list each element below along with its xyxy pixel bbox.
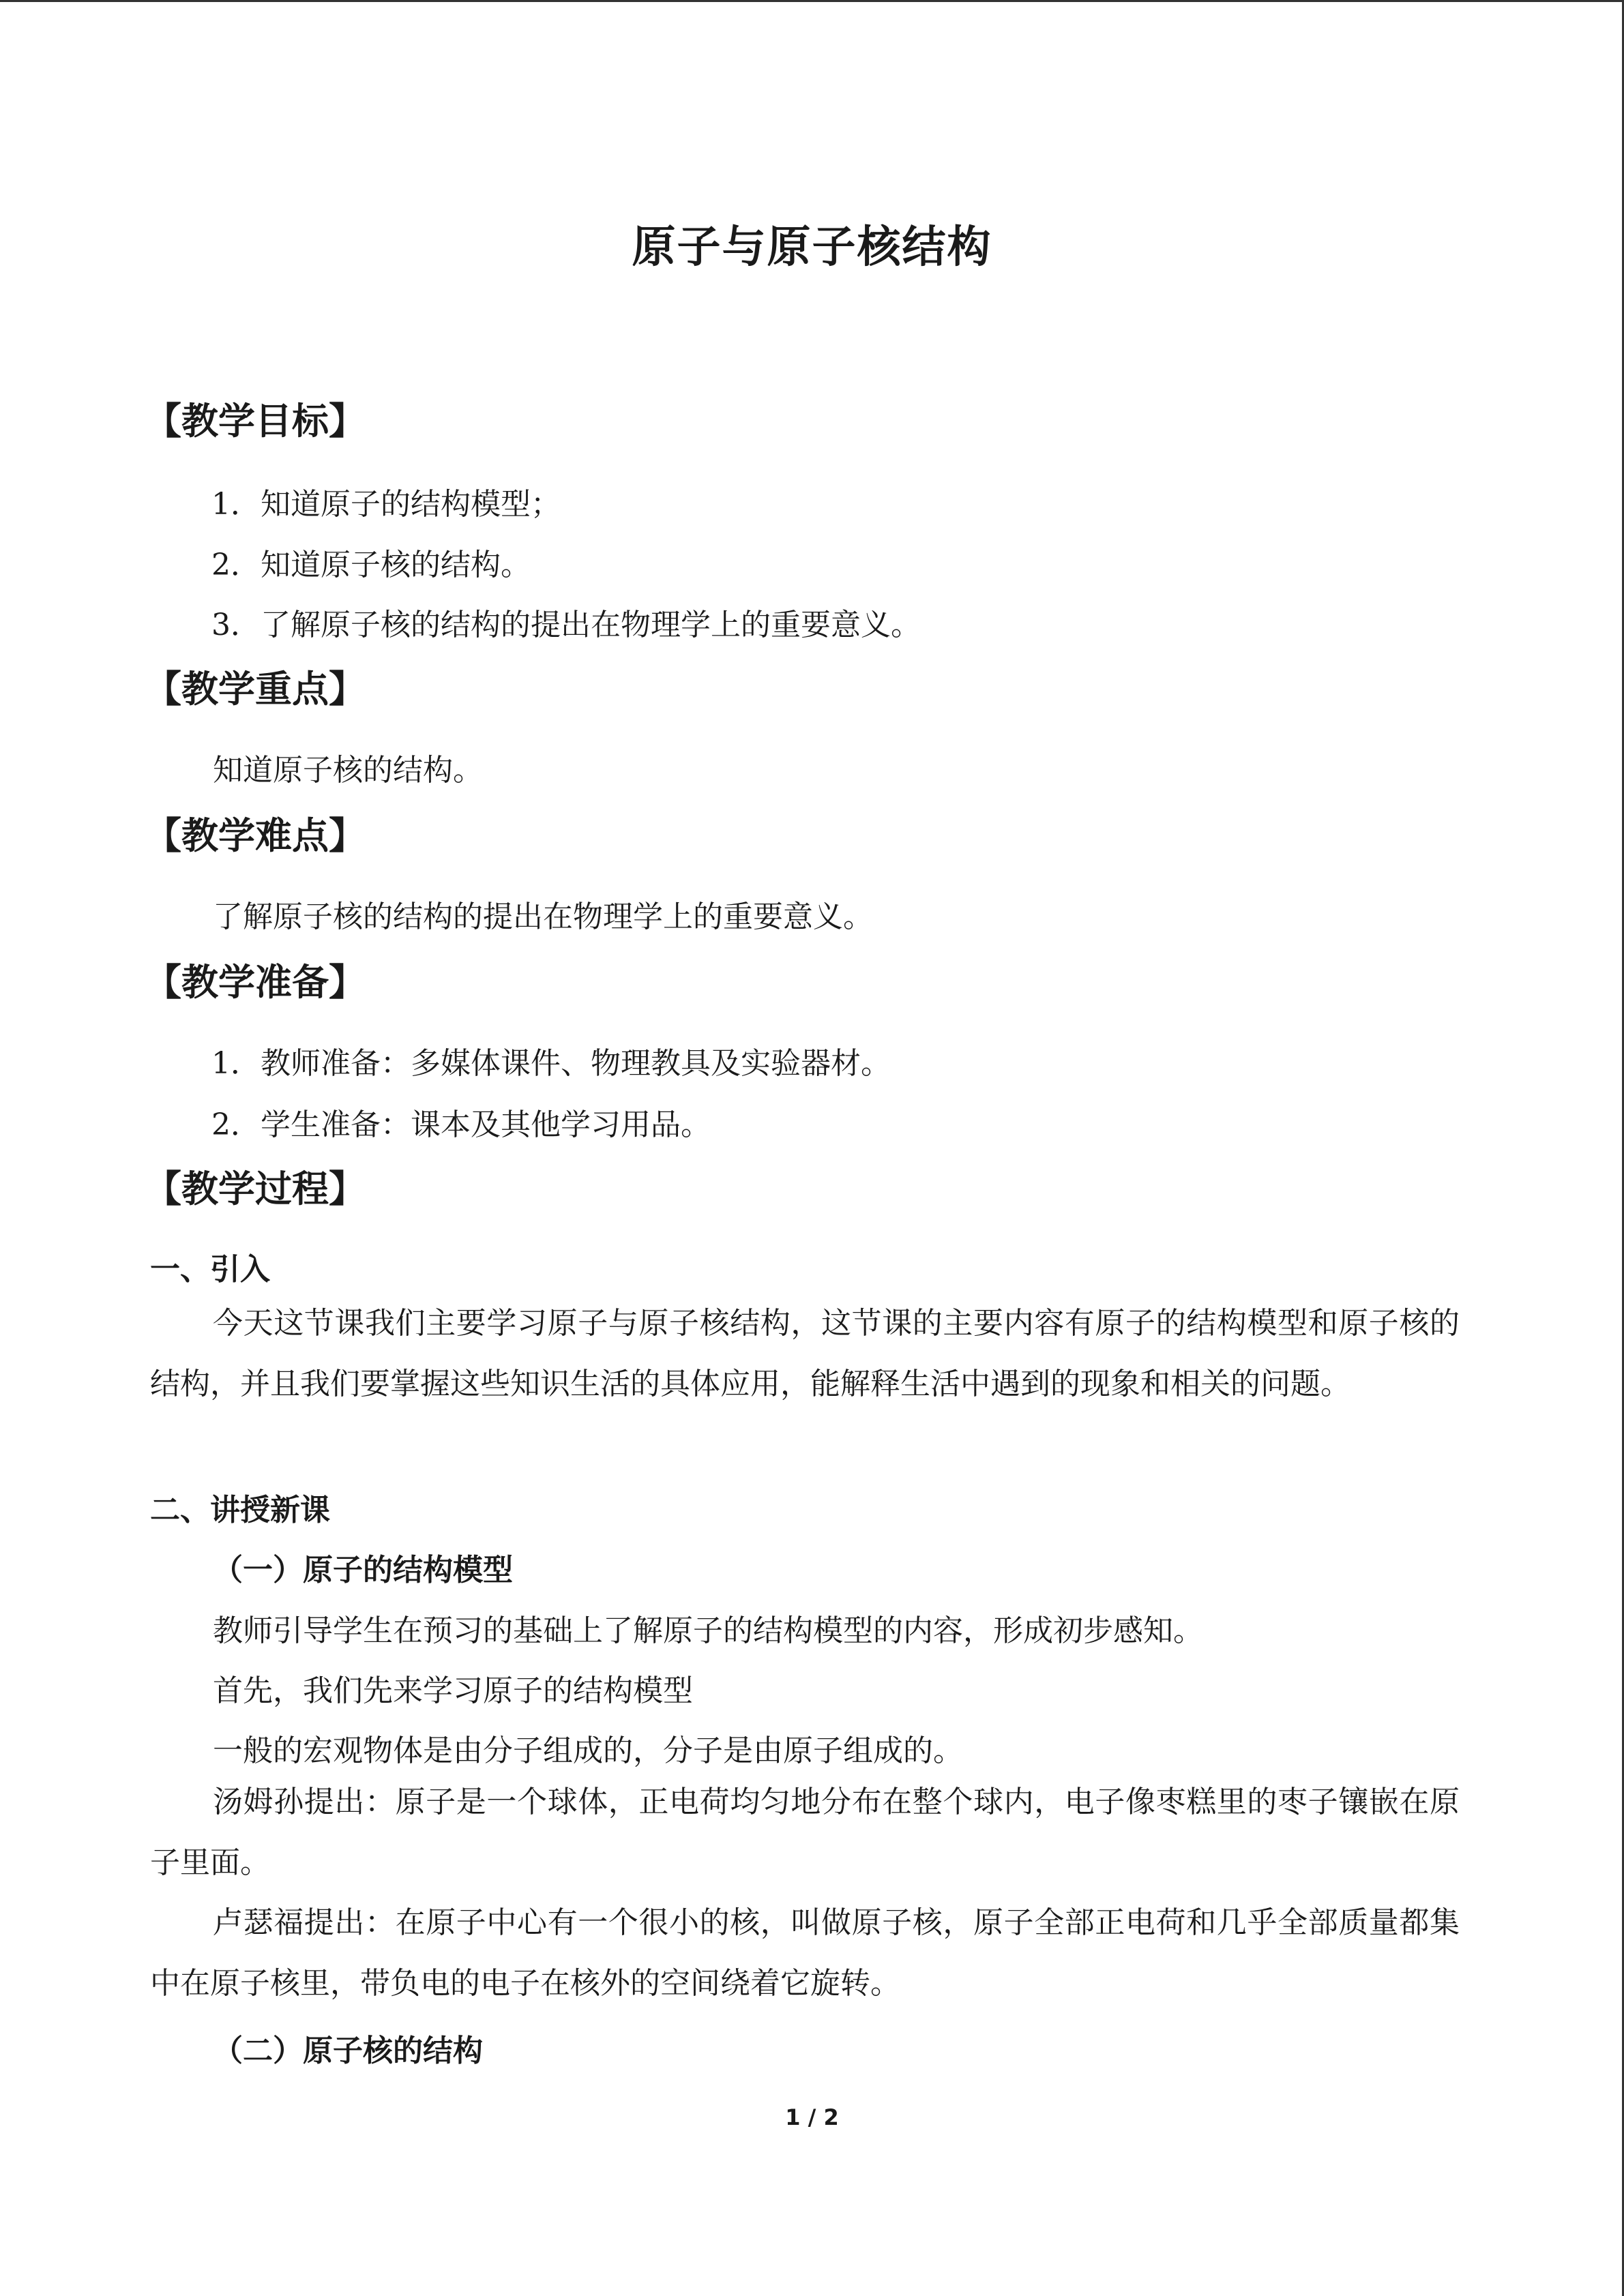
intro-heading: 一、引入 xyxy=(150,1252,270,1287)
document-title: 原子与原子核结构 xyxy=(632,222,992,273)
part1-line: 教师引导学生在预习的基础上了解原子的结构模型的内容，形成初步感知。 xyxy=(213,1613,1203,1648)
key-point-heading: 【教学重点】 xyxy=(145,668,366,711)
process-heading: 【教学过程】 xyxy=(145,1167,366,1210)
key-point-text: 知道原子核的结构。 xyxy=(213,753,483,788)
new-lesson-heading: 二、讲授新课 xyxy=(150,1493,330,1527)
part1-heading: （一）原子的结构模型 xyxy=(213,1553,513,1587)
preparation-item: 2．学生准备：课本及其他学习用品。 xyxy=(211,1107,711,1142)
rutherford-paragraph: 卢瑟福提出：在原子中心有一个很小的核，叫做原子核，原子全部正电荷和几乎全部质量都集中在原子核里，带负电的电子在核外的空间绕着它旋转。 xyxy=(150,1905,1460,2001)
objective-item: 1．知道原子的结构模型； xyxy=(211,487,561,522)
preparation-item: 1．教师准备：多媒体课件、物理教具及实验器材。 xyxy=(211,1046,891,1081)
part1-line: 一般的宏观物体是由分子组成的，分子是由原子组成的。 xyxy=(213,1733,963,1768)
objectives-heading: 【教学目标】 xyxy=(145,400,366,443)
part1-line: 首先，我们先来学习原子的结构模型 xyxy=(213,1673,693,1708)
part2-heading: （二）原子核的结构 xyxy=(213,2033,483,2068)
page-number: 1 / 2 xyxy=(785,2104,839,2130)
difficulty-heading: 【教学难点】 xyxy=(145,814,366,857)
objective-item: 2．知道原子核的结构。 xyxy=(211,548,531,582)
intro-paragraph: 今天这节课我们主要学习原子与原子核结构，这节课的主要内容有原子的结构模型和原子核的结构，并且我们要掌握这些知识生活的具体应用，能解释生活中遇到的现象和相关的问题。 xyxy=(150,1306,1460,1401)
objective-item: 3．了解原子核的结构的提出在物理学上的重要意义。 xyxy=(211,608,921,642)
preparation-heading: 【教学准备】 xyxy=(145,961,366,1004)
difficulty-text: 了解原子核的结构的提出在物理学上的重要意义。 xyxy=(213,899,873,934)
thomson-paragraph: 汤姆孙提出：原子是一个球体，正电荷均匀地分布在整个球内，电子像枣糕里的枣子镶嵌在原子里面。 xyxy=(150,1785,1460,1880)
